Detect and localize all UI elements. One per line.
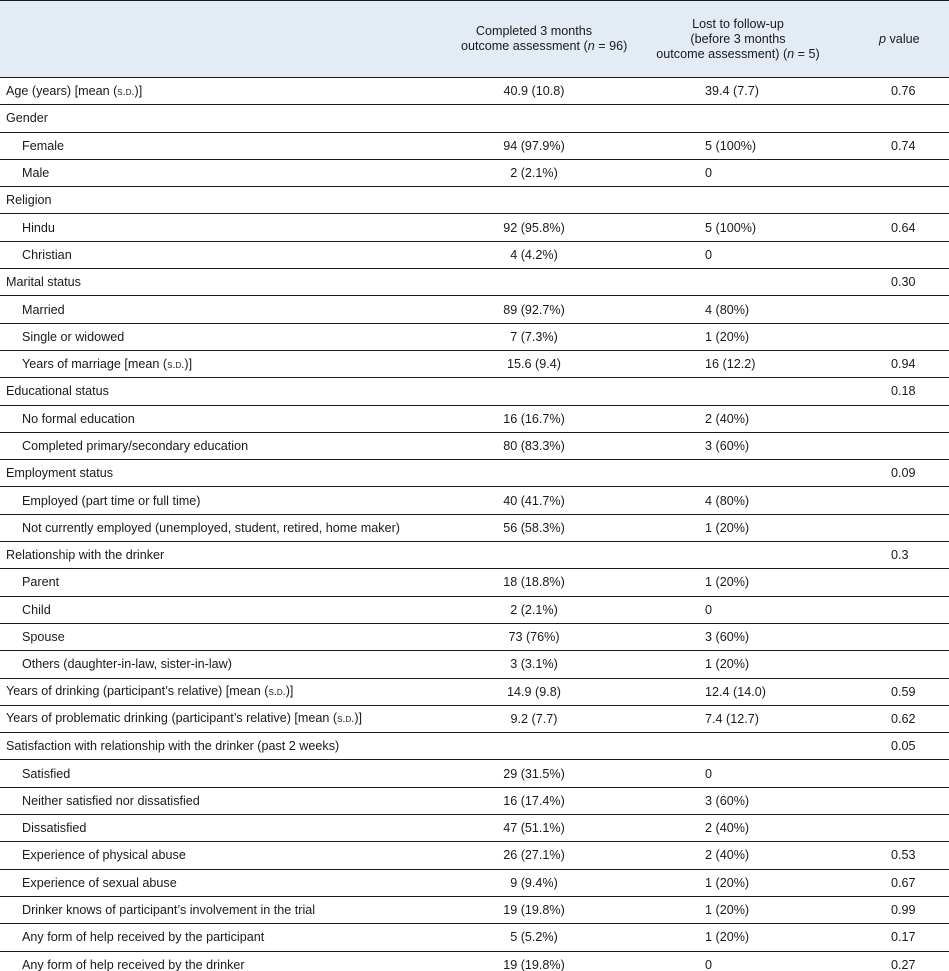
cell-p-value xyxy=(863,787,949,814)
cell-completed: 89 (92.7%) xyxy=(455,296,613,323)
table-row xyxy=(0,269,949,296)
cell-lost xyxy=(613,460,863,487)
cell-completed: 19 (19.8%) xyxy=(455,896,613,923)
row-label: Employed (part time or full time) xyxy=(0,487,455,514)
cell-p-value xyxy=(863,487,949,514)
row-label: Experience of physical abuse xyxy=(0,842,455,869)
table-row xyxy=(0,869,949,896)
cell-lost: 2 (40%) xyxy=(613,842,863,869)
header-lost-line2: (before 3 months xyxy=(690,31,786,46)
cell-completed: 3 (3.1%) xyxy=(455,651,613,678)
table-row xyxy=(0,350,949,377)
row-label: Completed primary/secondary education xyxy=(0,432,455,459)
cell-completed: 5 (5.2%) xyxy=(455,924,613,951)
table-row xyxy=(0,514,949,541)
cell-completed xyxy=(455,187,613,214)
cell-p-value xyxy=(863,296,949,323)
header-completed-line2-prefix: outcome assessment ( xyxy=(461,39,588,53)
cell-lost: 0 xyxy=(613,760,863,787)
row-label: Years of marriage [mean (s.d.)] xyxy=(0,350,455,377)
header-completed-line2-suffix: = 96) xyxy=(594,39,628,53)
cell-lost: 4 (80%) xyxy=(613,487,863,514)
cell-lost xyxy=(613,269,863,296)
cell-p-value: 0.09 xyxy=(863,460,949,487)
cell-p-value: 0.3 xyxy=(863,542,949,569)
table-row xyxy=(0,405,949,432)
cell-p-value: 0.05 xyxy=(863,733,949,760)
cell-completed: 26 (27.1%) xyxy=(455,842,613,869)
header-completed-line2 xyxy=(461,39,628,54)
cell-completed: 80 (83.3%) xyxy=(455,432,613,459)
cell-completed xyxy=(455,105,613,132)
cell-completed: 94 (97.9%) xyxy=(455,132,613,159)
table-row xyxy=(0,78,949,105)
cell-p-value xyxy=(863,187,949,214)
cell-p-value xyxy=(863,159,949,186)
table-row xyxy=(0,569,949,596)
table-row xyxy=(0,896,949,923)
cell-lost: 2 (40%) xyxy=(613,815,863,842)
cell-p-value: 0.27 xyxy=(863,951,949,971)
cell-lost: 3 (60%) xyxy=(613,787,863,814)
table-row xyxy=(0,460,949,487)
cell-lost: 1 (20%) xyxy=(613,869,863,896)
cell-lost: 1 (20%) xyxy=(613,323,863,350)
row-label: Relationship with the drinker xyxy=(0,542,455,569)
header-p-italic: p xyxy=(879,31,887,46)
cell-completed xyxy=(455,460,613,487)
cell-completed: 73 (76%) xyxy=(455,623,613,650)
row-label: Religion xyxy=(0,187,455,214)
cell-completed: 16 (17.4%) xyxy=(455,787,613,814)
cell-p-value xyxy=(863,815,949,842)
cell-lost: 1 (20%) xyxy=(613,651,863,678)
cell-lost: 16 (12.2) xyxy=(613,350,863,377)
cell-p-value: 0.59 xyxy=(863,678,949,705)
table-row xyxy=(0,951,949,971)
table-row xyxy=(0,487,949,514)
table-row xyxy=(0,651,949,678)
row-label: Educational status xyxy=(0,378,455,405)
row-label: Married xyxy=(0,296,455,323)
row-label: Spouse xyxy=(0,623,455,650)
cell-completed: 40.9 (10.8) xyxy=(455,78,613,105)
cell-p-value: 0.18 xyxy=(863,378,949,405)
cell-p-value xyxy=(863,405,949,432)
cell-lost xyxy=(613,542,863,569)
cell-completed: 16 (16.7%) xyxy=(455,405,613,432)
table-row xyxy=(0,924,949,951)
cell-completed: 29 (31.5%) xyxy=(455,760,613,787)
row-label: Satisfied xyxy=(0,760,455,787)
cell-completed xyxy=(455,733,613,760)
cell-p-value: 0.30 xyxy=(863,269,949,296)
table-row xyxy=(0,733,949,760)
row-label: Parent xyxy=(0,569,455,596)
cell-completed: 18 (18.8%) xyxy=(455,569,613,596)
cell-p-value: 0.74 xyxy=(863,132,949,159)
table-row xyxy=(0,705,949,732)
sd-abbrev: s.d. xyxy=(268,686,286,699)
row-label: Years of problematic drinking (participant’s relative) [mean (s.d.)] xyxy=(0,705,455,732)
cell-completed: 7 (7.3%) xyxy=(455,323,613,350)
cell-lost: 0 xyxy=(613,159,863,186)
header-lost-line3-prefix: outcome assessment) ( xyxy=(656,46,788,61)
row-label: Child xyxy=(0,596,455,623)
table-row xyxy=(0,159,949,186)
cell-p-value: 0.64 xyxy=(863,214,949,241)
header-p-value xyxy=(863,1,949,78)
cell-lost: 1 (20%) xyxy=(613,896,863,923)
cell-lost xyxy=(613,378,863,405)
header-variable xyxy=(0,1,455,78)
table-row xyxy=(0,296,949,323)
sd-abbrev: s.d. xyxy=(167,358,185,371)
cell-p-value: 0.67 xyxy=(863,869,949,896)
cell-lost: 3 (60%) xyxy=(613,623,863,650)
cell-p-value: 0.17 xyxy=(863,924,949,951)
row-label: Years of drinking (participant’s relative) [mean (s.d.)] xyxy=(0,678,455,705)
cell-lost: 3 (60%) xyxy=(613,432,863,459)
cell-lost: 1 (20%) xyxy=(613,514,863,541)
table-row xyxy=(0,678,949,705)
cell-lost xyxy=(613,733,863,760)
cell-lost: 7.4 (12.7) xyxy=(613,705,863,732)
cell-lost: 0 xyxy=(613,596,863,623)
table-row xyxy=(0,432,949,459)
cell-p-value xyxy=(863,241,949,268)
header-p-suffix: value xyxy=(886,31,920,46)
header-lost-line1: Lost to follow-up xyxy=(692,16,784,31)
table-row xyxy=(0,542,949,569)
cell-completed: 56 (58.3%) xyxy=(455,514,613,541)
row-label: Christian xyxy=(0,241,455,268)
row-label: Any form of help received by the participant xyxy=(0,924,455,951)
row-label: Any form of help received by the drinker xyxy=(0,951,455,971)
header-lost-line3 xyxy=(619,47,857,62)
row-label: Dissatisfied xyxy=(0,815,455,842)
header-lost xyxy=(613,1,863,78)
cell-lost xyxy=(613,187,863,214)
row-label: Experience of sexual abuse xyxy=(0,869,455,896)
header-completed xyxy=(455,1,628,78)
cell-completed: 40 (41.7%) xyxy=(455,487,613,514)
cell-lost: 1 (20%) xyxy=(613,924,863,951)
cell-completed xyxy=(455,378,613,405)
cell-completed xyxy=(455,542,613,569)
cell-completed: 92 (95.8%) xyxy=(455,214,613,241)
cell-p-value: 0.94 xyxy=(863,350,949,377)
cell-p-value: 0.76 xyxy=(863,78,949,105)
cell-completed: 14.9 (9.8) xyxy=(455,678,613,705)
table-row xyxy=(0,842,949,869)
header-lost-n: n xyxy=(787,46,795,61)
cell-completed xyxy=(455,269,613,296)
cell-lost: 12.4 (14.0) xyxy=(613,678,863,705)
table-row xyxy=(0,378,949,405)
table-row xyxy=(0,105,949,132)
cell-p-value xyxy=(863,432,949,459)
row-label: Single or widowed xyxy=(0,323,455,350)
table-row xyxy=(0,323,949,350)
row-label: Neither satisfied nor dissatisfied xyxy=(0,787,455,814)
table-row xyxy=(0,760,949,787)
row-label: Hindu xyxy=(0,214,455,241)
cell-lost: 0 xyxy=(613,951,863,971)
cell-lost: 4 (80%) xyxy=(613,296,863,323)
cell-p-value xyxy=(863,323,949,350)
row-label: Age (years) [mean (s.d.)] xyxy=(0,78,455,105)
header-completed-line1: Completed 3 months xyxy=(475,24,593,38)
cell-lost: 5 (100%) xyxy=(613,132,863,159)
header-lost-line3-suffix: = 5) xyxy=(794,46,820,61)
table-row xyxy=(0,623,949,650)
cell-p-value xyxy=(863,623,949,650)
header-completed-n: n xyxy=(587,39,595,53)
cell-p-value xyxy=(863,514,949,541)
sd-abbrev: s.d. xyxy=(117,85,135,98)
table-body xyxy=(0,78,949,971)
cell-lost xyxy=(613,105,863,132)
cell-completed: 2 (2.1%) xyxy=(455,159,613,186)
cell-completed: 4 (4.2%) xyxy=(455,241,613,268)
cell-completed: 9.2 (7.7) xyxy=(455,705,613,732)
cell-completed: 15.6 (9.4) xyxy=(455,350,613,377)
table-row xyxy=(0,214,949,241)
cell-completed: 9 (9.4%) xyxy=(455,869,613,896)
cell-p-value xyxy=(863,760,949,787)
table-row xyxy=(0,596,949,623)
sd-abbrev: s.d. xyxy=(337,713,355,726)
cell-completed: 2 (2.1%) xyxy=(455,596,613,623)
cell-lost: 0 xyxy=(613,241,863,268)
table-row xyxy=(0,815,949,842)
row-label: Marital status xyxy=(0,269,455,296)
cell-completed: 19 (19.8%) xyxy=(455,951,613,971)
row-label: Drinker knows of participant’s involvement in the trial xyxy=(0,896,455,923)
row-label: Others (daughter-in-law, sister-in-law) xyxy=(0,651,455,678)
row-label: No formal education xyxy=(0,405,455,432)
cell-p-value xyxy=(863,651,949,678)
cell-completed: 47 (51.1%) xyxy=(455,815,613,842)
cell-lost: 2 (40%) xyxy=(613,405,863,432)
row-label: Female xyxy=(0,132,455,159)
cell-p-value xyxy=(863,596,949,623)
table-header-row xyxy=(0,1,949,78)
row-label: Satisfaction with relationship with the drinker (past 2 weeks) xyxy=(0,733,455,760)
cell-p-value: 0.62 xyxy=(863,705,949,732)
cell-p-value: 0.99 xyxy=(863,896,949,923)
row-label: Not currently employed (unemployed, student, retired, home maker) xyxy=(0,514,455,541)
cell-p-value: 0.53 xyxy=(863,842,949,869)
row-label: Male xyxy=(0,159,455,186)
cell-p-value xyxy=(863,105,949,132)
row-label: Employment status xyxy=(0,460,455,487)
cell-lost: 39.4 (7.7) xyxy=(613,78,863,105)
table-row xyxy=(0,187,949,214)
row-label: Gender xyxy=(0,105,455,132)
cell-lost: 1 (20%) xyxy=(613,569,863,596)
cell-p-value xyxy=(863,569,949,596)
table-row xyxy=(0,787,949,814)
table-row xyxy=(0,241,949,268)
table-row xyxy=(0,132,949,159)
cell-lost: 5 (100%) xyxy=(613,214,863,241)
